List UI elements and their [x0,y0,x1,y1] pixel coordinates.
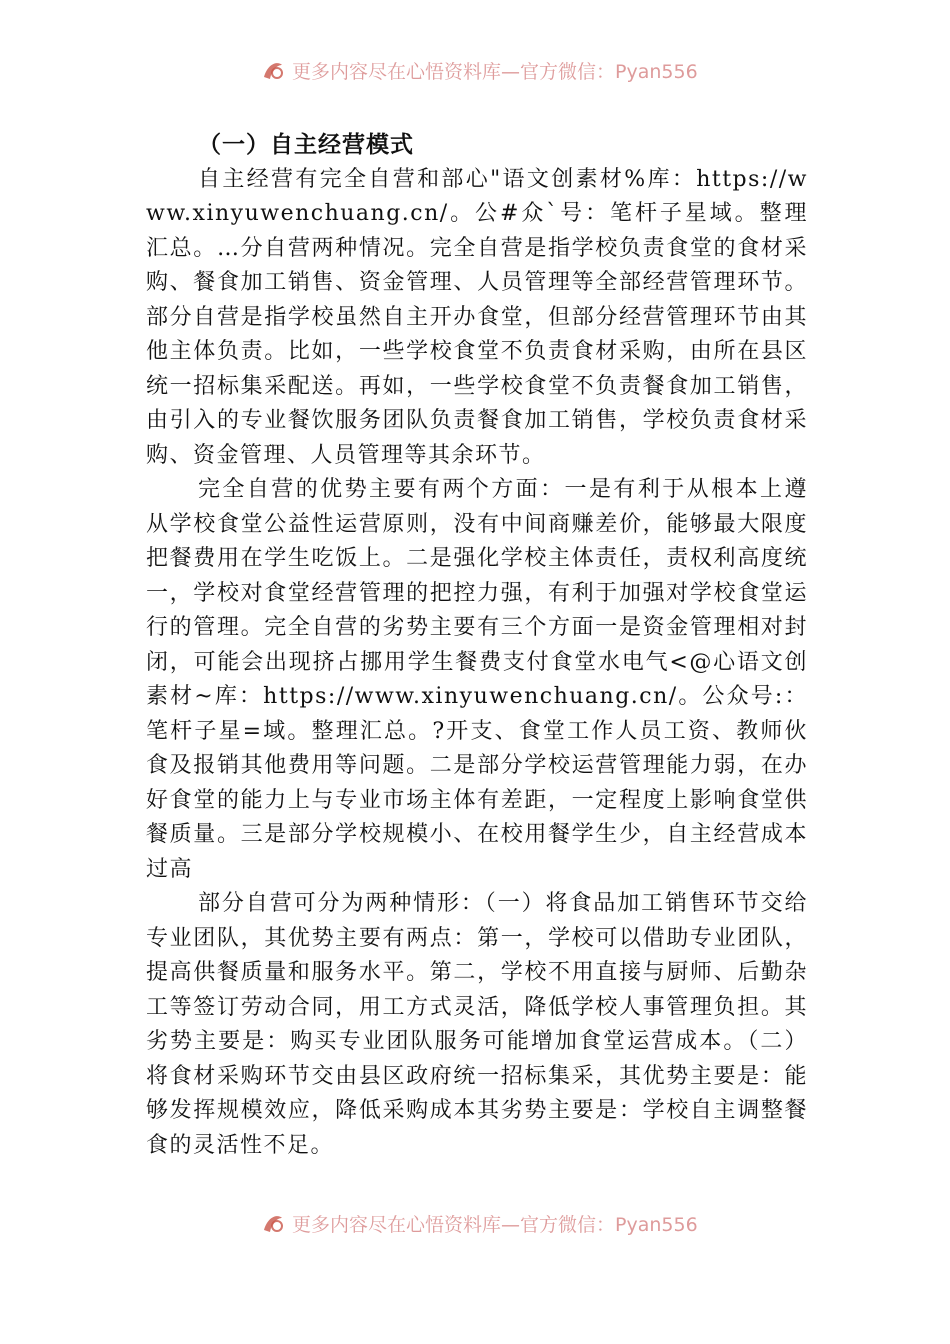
logo-icon [260,1210,286,1236]
watermark-text: 更多内容尽在心悟资料库—官方微信：Pyan556 [292,60,698,83]
logo-icon [260,57,286,83]
header-watermark [260,55,698,85]
paragraph-1: 自主经营有完全自营和部心"语文创素材%库：https://www.xinyuwenchuang.cn/。公#众`号：笔杆子星域。整理汇总。…分自营两种情况。完全自营是指学校负责食堂的食材采购、餐食加工销售、资金管理、人员管理等全部经营管理环节。部分自营是指学校虽然自主开办食堂，但部分经营管理环节由其他主体负责。比如，一些学校食堂不负责食材采购，由所在县区统一招标集采配送。再如，一些学校食堂不负责餐食加工销售，由引入的专业餐饮服务团队负责餐食加工销售，学校负责食材采购、资金管理、人员管理等其余环节。 [146,166,808,468]
footer-watermark [260,1208,698,1238]
watermark-text: 更多内容尽在心悟资料库—官方微信：Pyan556 [292,1213,698,1236]
section-heading: （一）自主经营模式 [198,132,414,158]
paragraph-3: 部分自营可分为两种情形：（一）将食品加工销售环节交给专业团队，其优势主要有两点：第一，学校可以借助专业团队，提高供餐质量和服务水平。第二，学校不用直接与厨师、后勤杂工等签订劳动合同，用工方式灵活，降低学校人事管理负担。其劣势主要是：购买专业团队服务可能增加食堂运营成本。（二）将食材采购环节交由县区政府统一招标集采，其优势主要是：能够发挥规模效应，降低采购成本其劣势主要是：学校自主调整餐食的灵活性不足。 [146,891,808,1158]
document-body [146,128,808,1163]
paragraph-2: 完全自营的优势主要有两个方面：一是有利于从根本上遵从学校食堂公益性运营原则，没有中间商赚差价，能够最大限度把餐费用在学生吃饭上。二是强化学校主体责任，责权利高度统一，学校对食堂经营管理的把控力强，有利于加强对学校食堂运行的管理。完全自营的劣势主要有三个方面一是资金管理相对封闭，可能会出现挤占挪用学生餐费支付食堂水电气<@心语文创素材~库：https://www.xinyuwenchuang.cn/。公众号:：笔杆子星=域。整理汇总。?开支、食堂工作人员工资、教师伙食及报销其他费用等问题。二是部分学校运营管理能力弱，在办好食堂的能力上与专业市场主体有差距，一定程度上影响食堂供餐质量。三是部分学校规模小、在校用餐学生少，自主经营成本过高 [146,477,808,882]
